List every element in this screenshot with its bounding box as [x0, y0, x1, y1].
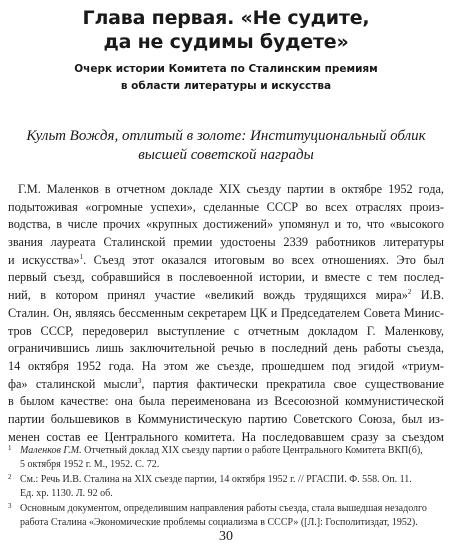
section-heading-line: высшей советской награды — [138, 147, 314, 163]
footnote-number: 3 — [8, 502, 12, 510]
body-line: менен состав ее Центрального комитета. На последовавшем сразу за съездом — [8, 429, 444, 444]
body-line: звания лауреата Сталинской премии удостоены 2339 работников литературы — [8, 235, 444, 250]
footnote-line: работа Сталина «Экономические проблемы социализма в СССР» ([Л.]: Госполитиздат, 1952). — [20, 516, 418, 528]
body-line: и искусства»$^1$. Съезд этот оказался итоговым во всех отношениях. Это был — [8, 252, 444, 267]
body-paragraph — [8, 181, 444, 446]
body-line: первый съезд, собравшийся в послевоенной истории, и вместе с тем послед- — [8, 270, 444, 285]
footnote — [8, 444, 444, 471]
chapter-title — [0, 6, 452, 54]
footnote-ref[interactable]: 3 — [137, 376, 142, 385]
body-line: водства, в числе прочих «крупных достижений» упомянул и то, что «высокого — [8, 217, 444, 232]
footnote — [8, 473, 444, 500]
footnote-line — [20, 444, 444, 458]
body-text-fragment: И.В. — [420, 288, 444, 303]
body-line: Сталин. Он, являясь бессменным секретарем ЦК и Председателем Совета Минис- — [8, 305, 444, 320]
chapter-title-line: да не судимы будете» — [103, 31, 349, 53]
body-text-fragment: Съезд этот оказался итоговым во всех отношениях. Это был — [93, 252, 444, 267]
body-line: тров СССР, передоверил выступление с отчетным докладом Г. Маленкову, — [8, 323, 444, 338]
chapter-subtitle-line: в области литературы и искусства — [120, 80, 332, 92]
footnote-number: 2 — [8, 473, 12, 481]
body-line: подытоживая «огромные успехи», сделанные СССР во всех отраслях произ- — [8, 199, 444, 214]
body-line: в былом качестве: она была переименована из Всесоюзной коммунистической — [8, 394, 444, 409]
body-text-fragment: фа» сталинской мысли — [8, 376, 138, 391]
body-line: 14 октября 1952 года. На этом же съезде, прошедшем под эгидой «триум- — [8, 358, 444, 373]
footnote — [8, 502, 444, 529]
footnote-line: 5 октября 1952 г. М., 1952. С. 72. — [20, 458, 160, 470]
chapter-title-line: Глава первая. «Не судите, — [82, 7, 370, 29]
footnote-line: Основным документом, определившим направления работы съезда, стала вышедшая незадолго — [20, 503, 427, 514]
footnote-ref[interactable]: 1 — [79, 252, 84, 261]
footnote-ref[interactable]: 2 — [407, 288, 412, 297]
body-text-fragment: партия фактически прекратила свое существование — [152, 376, 445, 391]
body-line: партии большевиков в Коммунистическую партию Советского Союза, был из- — [8, 411, 444, 426]
footnote-author: Маленков Г.М. — [20, 445, 82, 456]
body-line: фа» сталинской мысли$^3$, партия фактически прекратила свое существование — [8, 376, 445, 391]
chapter-subtitle-line: Очерк истории Комитета по Сталинским премиям — [74, 63, 378, 75]
footnotes — [8, 444, 444, 531]
body-text-fragment: и искусства» — [8, 252, 80, 267]
body-line: ограничившись лишь заключительной речью в последний день работы съезда, — [8, 341, 444, 356]
footnote-line: См.: Речь И.В. Сталина на XIX съезде партии, 14 октября 1952 г. // РГАСПИ. Ф. 558. Оп. 11. — [20, 474, 412, 485]
body-line — [8, 287, 444, 305]
page-number: 30 — [219, 529, 233, 544]
section-heading-line: Культ Вождя, отлитый в золоте: Институциональный облик — [26, 128, 426, 144]
footnote-number: 1 — [8, 444, 12, 452]
footnote-text: Отчетный доклад XIX съезду партии о работе Центрального Комитета ВКП(б), — [84, 445, 423, 456]
body-line: Г.М. Маленков в отчетном докладе XIX съезду партии в октябре 1952 года, — [18, 182, 444, 196]
footnote-line: Ед. хр. 1130. Л. 92 об. — [20, 487, 113, 499]
chapter-subtitle — [0, 61, 452, 95]
body-text-fragment: ний, в котором принял участие «великий вождь трудящихся мира» — [8, 288, 408, 303]
section-heading — [10, 127, 442, 165]
